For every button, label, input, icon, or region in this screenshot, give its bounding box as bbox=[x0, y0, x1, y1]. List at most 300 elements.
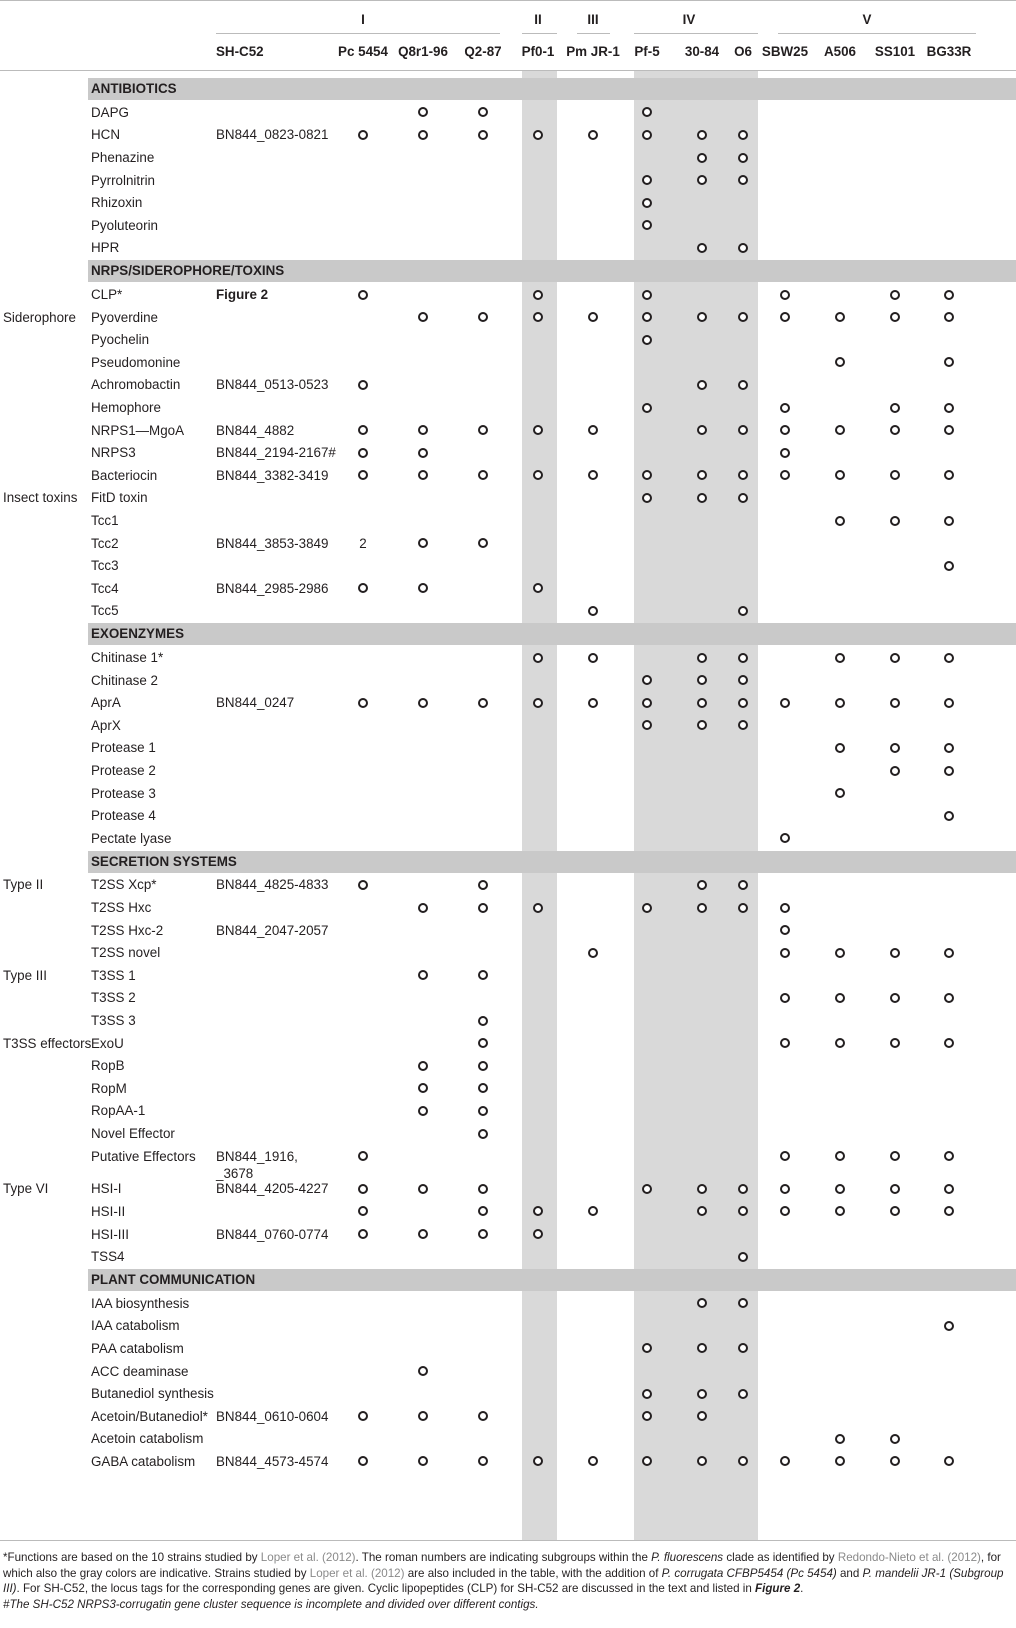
presence-marker bbox=[358, 583, 368, 593]
presence-marker bbox=[780, 448, 790, 458]
column-header-cell: Pm JR-1 bbox=[566, 44, 620, 59]
presence-marker bbox=[738, 153, 748, 163]
presence-marker bbox=[697, 720, 707, 730]
presence-marker bbox=[533, 312, 543, 322]
footnote-text: *Functions are based on the 10 strains studied by bbox=[3, 1551, 261, 1564]
feature-name: Bacteriocin bbox=[91, 467, 158, 483]
column-header-cell: SBW25 bbox=[761, 44, 809, 59]
presence-marker bbox=[944, 1184, 954, 1194]
presence-marker bbox=[418, 470, 428, 480]
footnote-text: P. corrugata CFBP5454 (Pc 5454) bbox=[661, 1566, 837, 1580]
feature-name: HCN bbox=[91, 127, 121, 143]
presence-marker bbox=[358, 448, 368, 458]
presence-marker bbox=[780, 290, 790, 300]
presence-marker bbox=[890, 1456, 900, 1466]
feature-name: T3SS 1 bbox=[91, 967, 136, 983]
section-title: ANTIBIOTICS bbox=[91, 81, 177, 96]
feature-name: GABA catabolism bbox=[91, 1453, 196, 1469]
presence-marker bbox=[835, 653, 845, 663]
locus-tag: BN844_2047-2057 bbox=[216, 922, 329, 938]
column-header-cell: Pc 5454 bbox=[338, 44, 388, 59]
feature-name: Tcc1 bbox=[91, 513, 119, 528]
presence-marker bbox=[642, 1184, 652, 1194]
presence-marker bbox=[738, 470, 748, 480]
presence-marker bbox=[358, 1456, 368, 1466]
presence-marker bbox=[478, 698, 488, 708]
presence-marker bbox=[835, 425, 845, 435]
presence-marker bbox=[697, 153, 707, 163]
presence-marker bbox=[533, 130, 543, 140]
table-top-rule bbox=[0, 0, 1016, 1]
presence-marker bbox=[835, 1456, 845, 1466]
presence-marker bbox=[418, 448, 428, 458]
feature-name: Protease 4 bbox=[91, 808, 156, 824]
presence-marker bbox=[944, 653, 954, 663]
locus-tag: BN844_3382-3419 bbox=[216, 467, 329, 483]
footnote-text[interactable]: Redondo-Nieto et al. (2012) bbox=[837, 1551, 981, 1564]
category-label: T3SS effectors bbox=[3, 1035, 92, 1051]
presence-marker bbox=[780, 903, 790, 913]
count-value: 2 bbox=[359, 535, 367, 551]
presence-marker bbox=[642, 198, 652, 208]
presence-marker bbox=[944, 743, 954, 753]
presence-marker bbox=[697, 1389, 707, 1399]
presence-marker bbox=[418, 1083, 428, 1093]
locus-tag: Figure 2 bbox=[216, 287, 269, 302]
presence-marker bbox=[588, 1206, 598, 1216]
subgroup-label: I bbox=[361, 12, 365, 27]
feature-name: Tcc3 bbox=[91, 558, 119, 574]
presence-marker bbox=[358, 1206, 368, 1216]
presence-marker bbox=[890, 698, 900, 708]
presence-marker bbox=[478, 1016, 488, 1026]
presence-marker bbox=[478, 1129, 488, 1139]
presence-marker bbox=[642, 175, 652, 185]
presence-marker bbox=[697, 1184, 707, 1194]
feature-name: T2SS Xcp* bbox=[91, 877, 157, 893]
presence-marker bbox=[478, 425, 488, 435]
presence-marker bbox=[835, 788, 845, 798]
presence-marker bbox=[780, 698, 790, 708]
locus-tag: BN844_2194-2167# bbox=[216, 445, 336, 461]
presence-marker bbox=[697, 312, 707, 322]
presence-marker bbox=[478, 1083, 488, 1093]
presence-marker bbox=[478, 1411, 488, 1421]
feature-name: Protease 3 bbox=[91, 785, 156, 801]
presence-marker bbox=[944, 698, 954, 708]
presence-marker bbox=[944, 766, 954, 776]
presence-marker bbox=[890, 766, 900, 776]
feature-name: FitD toxin bbox=[91, 490, 148, 506]
presence-marker bbox=[533, 1229, 543, 1239]
presence-marker bbox=[944, 516, 954, 526]
locus-tag: BN844_0760-0774 bbox=[216, 1226, 329, 1242]
feature-name: HSI-I bbox=[91, 1181, 122, 1197]
section-title: NRPS/SIDEROPHORE/TOXINS bbox=[91, 263, 285, 279]
presence-marker bbox=[418, 903, 428, 913]
footnote-text[interactable]: Loper et al. (2012) bbox=[260, 1551, 356, 1564]
presence-marker bbox=[780, 1456, 790, 1466]
presence-marker bbox=[780, 925, 790, 935]
presence-marker bbox=[890, 290, 900, 300]
presence-marker bbox=[780, 1038, 790, 1048]
presence-marker bbox=[642, 130, 652, 140]
feature-name: PAA catabolism bbox=[91, 1340, 184, 1356]
presence-marker bbox=[358, 880, 368, 890]
feature-name: Novel Effector bbox=[91, 1126, 175, 1141]
presence-marker bbox=[642, 335, 652, 345]
feature-name: DAPG bbox=[91, 104, 129, 120]
feature-name: T2SS Hxc bbox=[91, 900, 152, 915]
presence-marker bbox=[780, 403, 790, 413]
presence-marker bbox=[642, 1411, 652, 1421]
presence-marker bbox=[780, 312, 790, 322]
feature-name: IAA catabolism bbox=[91, 1318, 180, 1334]
presence-marker bbox=[780, 948, 790, 958]
presence-marker bbox=[738, 1252, 748, 1262]
presence-marker bbox=[890, 653, 900, 663]
presence-marker bbox=[697, 903, 707, 913]
feature-name: Pyochelin bbox=[91, 332, 150, 348]
presence-marker bbox=[533, 290, 543, 300]
feature-name: RopAA-1 bbox=[91, 1103, 146, 1119]
presence-marker bbox=[944, 811, 954, 821]
presence-marker bbox=[944, 470, 954, 480]
locus-tag: BN844_4205-4227 bbox=[216, 1181, 329, 1197]
feature-name: T3SS 2 bbox=[91, 990, 136, 1006]
presence-marker bbox=[642, 403, 652, 413]
subgroup-label: IV bbox=[682, 12, 696, 27]
feature-name: HPR bbox=[91, 240, 120, 256]
section-title: EXOENZYMES bbox=[91, 626, 185, 642]
table-bottom-rule bbox=[0, 1540, 1016, 1541]
presence-marker bbox=[890, 1434, 900, 1444]
column-header-cell: Q2-87 bbox=[464, 44, 502, 59]
presence-marker bbox=[890, 1151, 900, 1161]
presence-marker bbox=[780, 1151, 790, 1161]
feature-name: Phenazine bbox=[91, 150, 155, 165]
presence-marker bbox=[533, 1456, 543, 1466]
feature-name: Pyoverdine bbox=[91, 309, 158, 325]
presence-marker bbox=[697, 425, 707, 435]
presence-marker bbox=[588, 312, 598, 322]
feature-name: Chitinase 1* bbox=[91, 650, 164, 665]
presence-marker bbox=[478, 1229, 488, 1239]
presence-marker bbox=[835, 698, 845, 708]
presence-marker bbox=[478, 1106, 488, 1116]
subgroup-label: III bbox=[587, 12, 599, 27]
column-header-cell: SH-C52 bbox=[216, 44, 264, 59]
presence-marker bbox=[890, 1184, 900, 1194]
presence-marker bbox=[418, 1366, 428, 1376]
feature-name: Pseudomonine bbox=[91, 354, 181, 370]
category-label: Type II bbox=[3, 877, 44, 893]
category-label: Type VI bbox=[3, 1181, 49, 1197]
presence-marker bbox=[588, 130, 598, 140]
presence-marker bbox=[642, 1389, 652, 1399]
footnote-text: . The roman numbers are indicating subgroups within the bbox=[355, 1551, 652, 1564]
presence-marker bbox=[738, 425, 748, 435]
presence-marker bbox=[642, 312, 652, 322]
feature-name: T2SS Hxc-2 bbox=[91, 922, 164, 938]
presence-marker bbox=[588, 606, 598, 616]
presence-marker bbox=[890, 470, 900, 480]
presence-marker bbox=[738, 312, 748, 322]
footnote-text: Figure 2 bbox=[755, 1582, 801, 1595]
presence-marker bbox=[358, 698, 368, 708]
feature-name: TSS4 bbox=[91, 1249, 125, 1265]
presence-marker bbox=[358, 425, 368, 435]
column-header-cell: BG33R bbox=[926, 44, 972, 59]
presence-marker bbox=[478, 970, 488, 980]
presence-marker bbox=[418, 107, 428, 117]
column-header-cell: 30-84 bbox=[684, 44, 720, 59]
presence-marker bbox=[358, 1184, 368, 1194]
feature-name: Achromobactin bbox=[91, 377, 181, 393]
feature-name: Rhizoxin bbox=[91, 195, 143, 211]
presence-marker bbox=[642, 107, 652, 117]
subgroup-label: V bbox=[862, 12, 872, 27]
column-header-cell: O6 bbox=[734, 44, 752, 59]
presence-marker bbox=[418, 538, 428, 548]
footnote-text: . bbox=[800, 1582, 804, 1595]
presence-marker bbox=[835, 993, 845, 1003]
presence-marker bbox=[944, 1321, 954, 1331]
presence-marker bbox=[697, 675, 707, 685]
footnote-text: # bbox=[3, 1597, 10, 1611]
presence-marker bbox=[738, 130, 748, 140]
presence-marker bbox=[780, 470, 790, 480]
presence-marker bbox=[642, 903, 652, 913]
presence-marker bbox=[358, 380, 368, 390]
feature-name: Pyrrolnitrin bbox=[91, 172, 155, 188]
feature-name: Tcc2 bbox=[91, 535, 119, 551]
feature-name: CLP* bbox=[91, 287, 123, 302]
presence-marker bbox=[697, 493, 707, 503]
feature-name: Protease 2 bbox=[91, 763, 156, 778]
feature-name: NRPS3 bbox=[91, 445, 136, 461]
presence-marker bbox=[738, 493, 748, 503]
presence-marker bbox=[890, 516, 900, 526]
presence-marker bbox=[835, 516, 845, 526]
presence-marker bbox=[358, 1411, 368, 1421]
presence-marker bbox=[478, 107, 488, 117]
subgroup-rule bbox=[778, 33, 976, 34]
feature-name: Tcc4 bbox=[91, 580, 119, 596]
presence-marker bbox=[780, 1184, 790, 1194]
locus-tag: BN844_0513-0523 bbox=[216, 377, 329, 393]
feature-name: ExoU bbox=[91, 1035, 124, 1051]
presence-marker bbox=[418, 312, 428, 322]
presence-marker bbox=[738, 1389, 748, 1399]
column-header-cell: Pf0-1 bbox=[521, 44, 555, 59]
presence-marker bbox=[418, 1456, 428, 1466]
presence-marker bbox=[835, 357, 845, 367]
section-title: SECRETION SYSTEMS bbox=[91, 853, 237, 869]
presence-marker bbox=[738, 1184, 748, 1194]
presence-marker bbox=[358, 290, 368, 300]
presence-marker bbox=[697, 698, 707, 708]
presence-marker bbox=[358, 470, 368, 480]
presence-marker bbox=[478, 1456, 488, 1466]
presence-marker bbox=[642, 698, 652, 708]
feature-name: NRPS1—MgoA bbox=[91, 422, 185, 438]
presence-marker bbox=[418, 1411, 428, 1421]
feature-name: Pyoluteorin bbox=[91, 217, 158, 233]
subgroup-rule bbox=[634, 33, 758, 34]
presence-marker bbox=[588, 1456, 598, 1466]
presence-marker bbox=[944, 290, 954, 300]
presence-marker bbox=[478, 312, 488, 322]
presence-marker bbox=[697, 243, 707, 253]
presence-marker bbox=[944, 1206, 954, 1216]
feature-name: Pectate lyase bbox=[91, 830, 172, 846]
presence-marker bbox=[738, 880, 748, 890]
locus-tag: BN844_4573-4574 bbox=[216, 1453, 329, 1469]
presence-marker bbox=[642, 493, 652, 503]
feature-name: AprX bbox=[91, 717, 121, 733]
presence-marker bbox=[588, 948, 598, 958]
column-header-cell: SS101 bbox=[874, 44, 916, 59]
footnote-text: . For SH-C52, the locus tags for the corresponding genes are given. Cyclic lipopeptides (CLP) for SH-C52 are discussed in the text and listed in bbox=[16, 1582, 756, 1595]
presence-marker bbox=[697, 130, 707, 140]
presence-marker bbox=[944, 1456, 954, 1466]
presence-marker bbox=[697, 175, 707, 185]
presence-marker bbox=[835, 948, 845, 958]
presence-marker bbox=[890, 948, 900, 958]
presence-marker bbox=[835, 1038, 845, 1048]
feature-name: Butanediol synthesis bbox=[91, 1386, 214, 1402]
presence-marker bbox=[835, 1206, 845, 1216]
presence-marker bbox=[533, 698, 543, 708]
presence-marker bbox=[890, 1038, 900, 1048]
presence-marker bbox=[358, 1151, 368, 1161]
presence-marker bbox=[478, 1184, 488, 1194]
table-footnotes bbox=[3, 1550, 1013, 1612]
presence-marker bbox=[697, 470, 707, 480]
presence-marker bbox=[418, 425, 428, 435]
presence-marker bbox=[642, 675, 652, 685]
presence-marker bbox=[738, 380, 748, 390]
presence-marker bbox=[890, 993, 900, 1003]
presence-marker bbox=[478, 1038, 488, 1048]
presence-marker bbox=[738, 653, 748, 663]
presence-marker bbox=[642, 290, 652, 300]
presence-marker bbox=[944, 561, 954, 571]
presence-marker bbox=[418, 1106, 428, 1116]
presence-marker bbox=[478, 538, 488, 548]
subgroup-label: II bbox=[534, 12, 542, 27]
presence-marker bbox=[588, 470, 598, 480]
presence-marker bbox=[944, 993, 954, 1003]
presence-marker bbox=[642, 720, 652, 730]
column-header-cell: Q8r1-96 bbox=[398, 44, 448, 59]
column-header-cell: A506 bbox=[823, 44, 856, 59]
locus-tag: BN844_4825-4833 bbox=[216, 877, 329, 893]
presence-marker bbox=[358, 130, 368, 140]
presence-marker bbox=[738, 903, 748, 913]
presence-marker bbox=[835, 470, 845, 480]
presence-marker bbox=[890, 312, 900, 322]
presence-marker bbox=[738, 1206, 748, 1216]
presence-marker bbox=[835, 1434, 845, 1444]
presence-marker bbox=[738, 175, 748, 185]
footnote-text: are also included in the table, with the addition of bbox=[404, 1566, 662, 1580]
footnote-text: and bbox=[836, 1566, 863, 1580]
feature-name: Acetoin catabolism bbox=[91, 1431, 204, 1447]
presence-marker bbox=[944, 403, 954, 413]
section-title: PLANT COMMUNICATION bbox=[91, 1271, 256, 1287]
feature-name: AprA bbox=[91, 695, 121, 711]
presence-marker bbox=[642, 1343, 652, 1353]
presence-marker bbox=[697, 1298, 707, 1308]
presence-marker bbox=[642, 220, 652, 230]
presence-marker bbox=[533, 1206, 543, 1216]
presence-marker bbox=[738, 675, 748, 685]
presence-marker bbox=[697, 880, 707, 890]
section-header bbox=[88, 78, 1016, 100]
locus-tag: BN844_0247 bbox=[216, 695, 295, 711]
feature-name: T3SS 3 bbox=[91, 1013, 136, 1028]
presence-marker bbox=[890, 425, 900, 435]
presence-marker bbox=[418, 1229, 428, 1239]
presence-marker bbox=[697, 1206, 707, 1216]
locus-tag: BN844_4882 bbox=[216, 422, 295, 438]
presence-marker bbox=[358, 1229, 368, 1239]
footnote-text: , for which also the gray colors are indicative. Strains studied by bbox=[3, 1551, 1001, 1580]
presence-marker bbox=[418, 1184, 428, 1194]
presence-marker bbox=[944, 948, 954, 958]
footnote-text: P. fluorescens bbox=[651, 1551, 724, 1564]
presence-marker bbox=[588, 425, 598, 435]
subgroup-rule bbox=[522, 33, 557, 34]
presence-marker bbox=[642, 1456, 652, 1466]
presence-marker bbox=[478, 880, 488, 890]
section-header bbox=[88, 623, 1016, 645]
presence-marker bbox=[738, 606, 748, 616]
feature-name: HSI-II bbox=[91, 1203, 126, 1219]
presence-marker bbox=[642, 470, 652, 480]
presence-marker bbox=[697, 653, 707, 663]
presence-marker bbox=[738, 1456, 748, 1466]
footnote-functions bbox=[3, 1550, 1013, 1597]
feature-name: Putative Effectors bbox=[91, 1148, 196, 1164]
feature-name: Hemophore bbox=[91, 400, 161, 415]
feature-name: Chitinase 2 bbox=[91, 672, 158, 688]
presence-marker bbox=[835, 312, 845, 322]
presence-marker bbox=[418, 970, 428, 980]
presence-marker bbox=[418, 1061, 428, 1071]
subgroup-rule bbox=[216, 33, 500, 34]
footnote-text: clade as identified by bbox=[723, 1551, 838, 1564]
locus-tag: BN844_2985-2986 bbox=[216, 580, 329, 596]
feature-name: Protease 1 bbox=[91, 740, 156, 756]
feature-name: ACC deaminase bbox=[91, 1363, 189, 1379]
subgroup-shade-iv bbox=[634, 71, 758, 1540]
presence-marker bbox=[738, 1343, 748, 1353]
presence-marker bbox=[780, 993, 790, 1003]
presence-marker bbox=[418, 583, 428, 593]
feature-name: HSI-III bbox=[91, 1226, 129, 1242]
footnote-text: The SH-C52 NRPS3-corrugatin gene cluster sequence is incomplete and divided over different contigs. bbox=[9, 1597, 539, 1611]
presence-marker bbox=[478, 1061, 488, 1071]
presence-marker bbox=[944, 357, 954, 367]
presence-marker bbox=[890, 743, 900, 753]
presence-marker bbox=[738, 720, 748, 730]
presence-marker bbox=[890, 1206, 900, 1216]
footnote-text[interactable]: Loper et al. (2012) bbox=[309, 1566, 405, 1580]
column-header-cell: Pf-5 bbox=[634, 44, 660, 59]
